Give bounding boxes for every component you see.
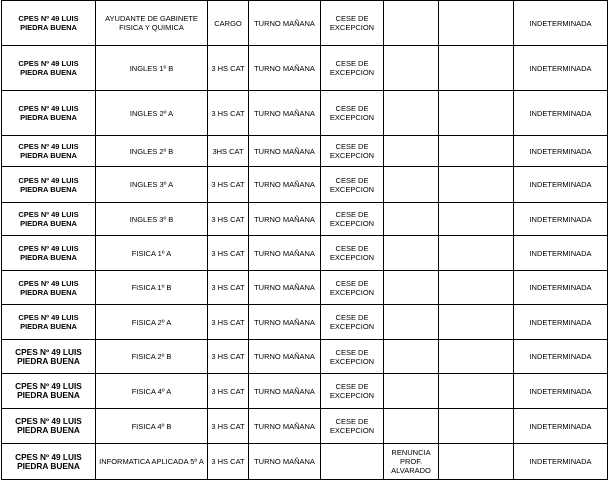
extra-cell [439,444,514,480]
table-row [2,167,608,203]
school-cell: CPES Nº 49 LUIS PIEDRA BUENA [2,374,96,409]
note-cell: RENUNCIA PROF. ALVARADO [384,444,439,480]
extra-cell [439,46,514,91]
subject-cell: INGLES 2º B [96,136,208,167]
school-cell: CPES Nº 49 LUIS PIEDRA BUENA [2,91,96,136]
shift-cell: TURNO MAÑANA [249,1,321,46]
shift-cell: TURNO MAÑANA [249,46,321,91]
subject-cell: INFORMATICA APLICADA 5º A [96,444,208,480]
shift-cell: TURNO MAÑANA [249,136,321,167]
subject-cell: FISICA 4º A [96,374,208,409]
reason-cell: CESE DE EXCEPCION [321,1,384,46]
shift-cell: TURNO MAÑANA [249,340,321,374]
table-row [2,340,608,374]
school-cell: CPES Nº 49 LUIS PIEDRA BUENA [2,46,96,91]
status-cell: INDETERMINADA [514,236,608,271]
subject-cell: AYUDANTE DE GABINETE FISICA Y QUIMICA [96,1,208,46]
status-cell: INDETERMINADA [514,136,608,167]
shift-cell: TURNO MAÑANA [249,409,321,444]
reason-cell [321,444,384,480]
extra-cell [439,1,514,46]
reason-cell: CESE DE EXCEPCION [321,91,384,136]
hours-cell: 3 HS CAT [208,91,249,136]
shift-cell: TURNO MAÑANA [249,167,321,203]
hours-cell: 3 HS CAT [208,203,249,236]
note-cell [384,305,439,340]
reason-cell: CESE DE EXCEPCION [321,340,384,374]
table-row [2,46,608,91]
shift-cell: TURNO MAÑANA [249,203,321,236]
vacancies-table [1,0,608,480]
shift-cell: TURNO MAÑANA [249,305,321,340]
subject-cell: INGLES 3º B [96,203,208,236]
note-cell [384,167,439,203]
table-row [2,236,608,271]
status-cell: INDETERMINADA [514,271,608,305]
subject-cell: FISICA 1º B [96,271,208,305]
school-cell: CPES Nº 49 LUIS PIEDRA BUENA [2,409,96,444]
extra-cell [439,167,514,203]
school-cell: CPES Nº 49 LUIS PIEDRA BUENA [2,203,96,236]
reason-cell: CESE DE EXCEPCION [321,409,384,444]
school-cell: CPES Nº 49 LUIS PIEDRA BUENA [2,271,96,305]
hours-cell: 3 HS CAT [208,444,249,480]
extra-cell [439,91,514,136]
status-cell: INDETERMINADA [514,444,608,480]
table-row [2,1,608,46]
hours-cell: 3 HS CAT [208,305,249,340]
hours-cell: 3 HS CAT [208,340,249,374]
extra-cell [439,236,514,271]
status-cell: INDETERMINADA [514,1,608,46]
status-cell: INDETERMINADA [514,46,608,91]
hours-cell: 3 HS CAT [208,409,249,444]
hours-cell: 3 HS CAT [208,236,249,271]
subject-cell: FISICA 2º B [96,340,208,374]
reason-cell: CESE DE EXCEPCION [321,271,384,305]
note-cell [384,271,439,305]
extra-cell [439,271,514,305]
note-cell [384,1,439,46]
school-cell: CPES Nº 49 LUIS PIEDRA BUENA [2,340,96,374]
school-cell: CPES Nº 49 LUIS PIEDRA BUENA [2,167,96,203]
status-cell: INDETERMINADA [514,203,608,236]
note-cell [384,236,439,271]
note-cell [384,91,439,136]
hours-cell: CARGO [208,1,249,46]
status-cell: INDETERMINADA [514,340,608,374]
reason-cell: CESE DE EXCEPCION [321,203,384,236]
status-cell: INDETERMINADA [514,305,608,340]
extra-cell [439,340,514,374]
reason-cell: CESE DE EXCEPCION [321,374,384,409]
reason-cell: CESE DE EXCEPCION [321,305,384,340]
note-cell [384,340,439,374]
subject-cell: FISICA 1º A [96,236,208,271]
reason-cell: CESE DE EXCEPCION [321,136,384,167]
note-cell [384,203,439,236]
table-row [2,271,608,305]
hours-cell: 3 HS CAT [208,374,249,409]
hours-cell: 3 HS CAT [208,271,249,305]
shift-cell: TURNO MAÑANA [249,271,321,305]
table-row [2,409,608,444]
note-cell [384,409,439,444]
status-cell: INDETERMINADA [514,409,608,444]
school-cell: CPES Nº 49 LUIS PIEDRA BUENA [2,1,96,46]
extra-cell [439,136,514,167]
hours-cell: 3 HS CAT [208,167,249,203]
school-cell: CPES Nº 49 LUIS PIEDRA BUENA [2,444,96,480]
shift-cell: TURNO MAÑANA [249,444,321,480]
extra-cell [439,305,514,340]
subject-cell: INGLES 1º B [96,46,208,91]
table-row [2,444,608,480]
table-row [2,203,608,236]
subject-cell: FISICA 2º A [96,305,208,340]
note-cell [384,136,439,167]
table-row [2,374,608,409]
status-cell: INDETERMINADA [514,374,608,409]
status-cell: INDETERMINADA [514,91,608,136]
subject-cell: INGLES 2º A [96,91,208,136]
status-cell: INDETERMINADA [514,167,608,203]
hours-cell: 3 HS CAT [208,46,249,91]
table-row [2,91,608,136]
subject-cell: FISICA 4º B [96,409,208,444]
shift-cell: TURNO MAÑANA [249,374,321,409]
extra-cell [439,203,514,236]
shift-cell: TURNO MAÑANA [249,91,321,136]
note-cell [384,374,439,409]
school-cell: CPES Nº 49 LUIS PIEDRA BUENA [2,236,96,271]
reason-cell: CESE DE EXCEPCION [321,236,384,271]
school-cell: CPES Nº 49 LUIS PIEDRA BUENA [2,136,96,167]
shift-cell: TURNO MAÑANA [249,236,321,271]
reason-cell: CESE DE EXCEPCION [321,167,384,203]
table-row [2,305,608,340]
hours-cell: 3HS CAT [208,136,249,167]
subject-cell: INGLES 3º A [96,167,208,203]
table-row [2,136,608,167]
reason-cell: CESE DE EXCEPCION [321,46,384,91]
note-cell [384,46,439,91]
extra-cell [439,409,514,444]
school-cell: CPES Nº 49 LUIS PIEDRA BUENA [2,305,96,340]
extra-cell [439,374,514,409]
